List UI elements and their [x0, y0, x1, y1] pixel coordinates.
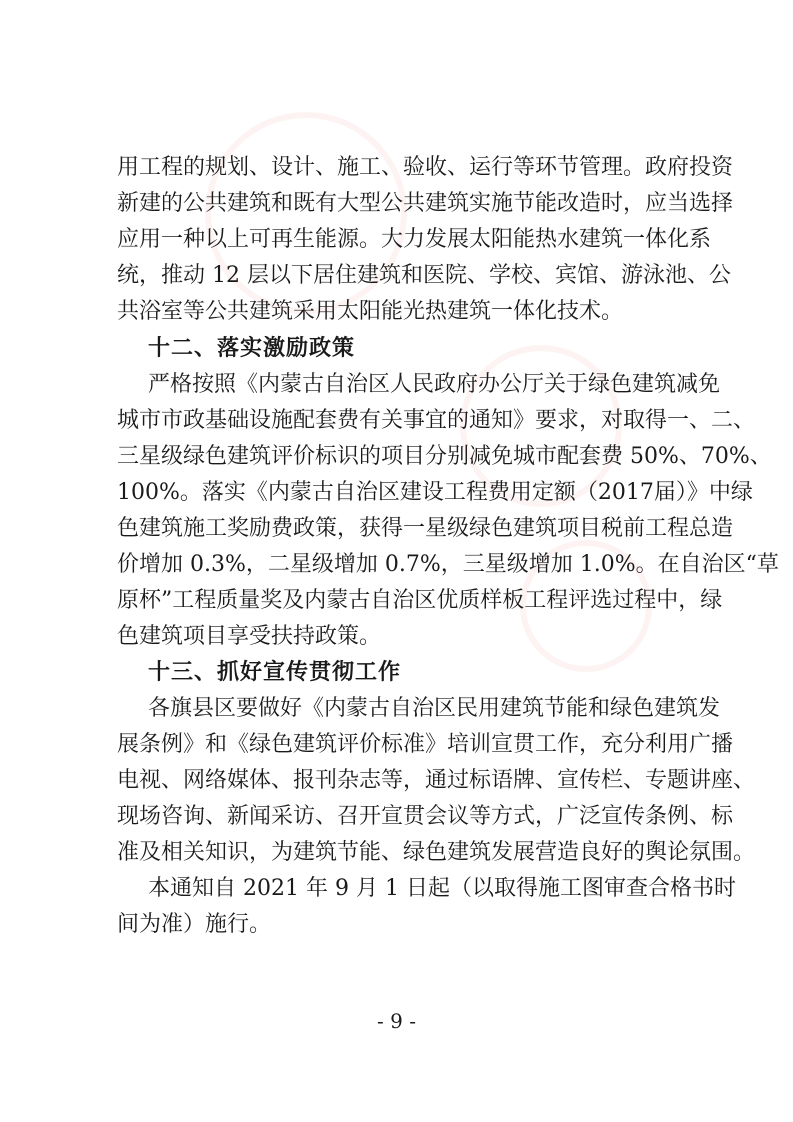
body-line: 城市市政基础设施配套费有关事宜的通知》要求，对取得一、二、: [117, 408, 756, 433]
section-heading: 十三、抓好宣传贯彻工作: [148, 660, 402, 685]
body-line: 各旗县区要做好《内蒙古自治区民用建筑节能和绿色建筑发: [148, 696, 721, 721]
body-line: 严格按照《内蒙古自治区人民政府办公厅关于绿色建筑减免: [148, 372, 721, 397]
body-line: 色建筑施工奖励费政策，获得一星级绿色建筑项目税前工程总造: [117, 516, 734, 541]
section-heading: 十二、落实激励政策: [148, 336, 356, 361]
body-line: 新建的公共建筑和既有大型公共建筑实施节能改造时，应当选择: [117, 191, 734, 216]
body-line: 准及相关知识，为建筑节能、绿色建筑发展营造良好的舆论氛围。: [117, 840, 756, 865]
body-line: 100%。落实《内蒙古自治区建设工程费用定额（2017届）》中绿: [117, 480, 753, 505]
page-number: - 9 -: [377, 1009, 416, 1033]
body-line: 电视、网络媒体、报刊杂志等，通过标语牌、宣传栏、专题讲座、: [117, 768, 756, 793]
body-line: 现场咨询、新闻采访、召开宣贯会议等方式，广泛宣传条例、标: [117, 804, 734, 829]
body-line: 色建筑项目享受扶持政策。: [117, 624, 382, 649]
body-line: 统，推动 12 层以下居住建筑和医院、学校、宾馆、游泳池、公: [117, 263, 731, 288]
body-line: 用工程的规划、设计、施工、验收、运行等环节管理。政府投资: [117, 155, 734, 180]
body-line: 价增加 0.3%，二星级增加 0.7%，三星级增加 1.0%。在自治区“草: [117, 552, 779, 577]
body-line: 本通知自 2021 年 9 月 1 日起（以取得施工图审查合格书时: [148, 876, 736, 901]
body-line: 应用一种以上可再生能源。大力发展太阳能热水建筑一体化系: [117, 227, 712, 252]
body-line: 三星级绿色建筑评价标识的项目分别减免城市配套费 50%、70%、: [117, 444, 772, 469]
body-line: 间为准）施行。: [117, 912, 272, 937]
body-line: 原杯”工程质量奖及内蒙古自治区优质样板工程评选过程中，绿: [117, 588, 723, 613]
body-line: 展条例》和《绿色建筑评价标准》培训宣贯工作，充分利用广播: [117, 732, 734, 757]
body-line: 共浴室等公共建筑采用太阳能光热建筑一体化技术。: [117, 299, 624, 324]
